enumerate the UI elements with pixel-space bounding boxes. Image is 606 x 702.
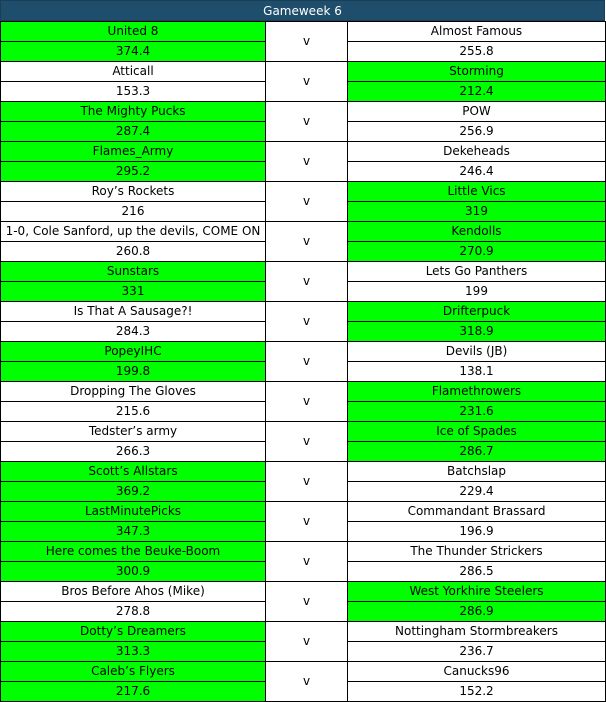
home-team-name[interactable]: LastMinutePicks [1,502,266,522]
fixture-name-row [1,102,606,122]
home-team-name[interactable]: Dropping The Gloves [1,382,266,402]
home-team-score[interactable]: 266.3 [1,442,266,462]
fixture-name-row [1,422,606,442]
away-team-name[interactable]: Storming [348,62,606,82]
fixture-name-row [1,262,606,282]
away-team-score[interactable]: 318.9 [348,322,606,342]
home-team-score[interactable]: 278.8 [1,602,266,622]
away-team-name[interactable]: The Thunder Strickers [348,542,606,562]
away-team-name[interactable]: Little Vics [348,182,606,202]
away-team-name[interactable]: West Yorkhire Steelers [348,582,606,602]
away-team-name[interactable]: Drifterpuck [348,302,606,322]
versus-label[interactable]: v [266,22,348,62]
versus-label[interactable]: v [266,582,348,622]
versus-label[interactable]: v [266,302,348,342]
versus-label[interactable]: v [266,622,348,662]
home-team-name[interactable]: Tedster’s army [1,422,266,442]
home-team-score[interactable]: 153.3 [1,82,266,102]
fixture-name-row [1,462,606,482]
away-team-name[interactable]: Almost Famous [348,22,606,42]
versus-label[interactable]: v [266,462,348,502]
home-team-name[interactable]: United 8 [1,22,266,42]
home-team-name[interactable]: Atticall [1,62,266,82]
fixture-name-row [1,342,606,362]
home-team-score[interactable]: 217.6 [1,682,266,702]
home-team-name[interactable]: 1-0, Cole Sanford, up the devils, COME ON [1,222,266,242]
home-team-score[interactable]: 369.2 [1,482,266,502]
home-team-score[interactable]: 215.6 [1,402,266,422]
away-team-name[interactable]: Batchslap [348,462,606,482]
away-team-score[interactable]: 138.1 [348,362,606,382]
away-team-name[interactable]: POW [348,102,606,122]
away-team-name[interactable]: Devils (JB) [348,342,606,362]
home-team-score[interactable]: 287.4 [1,122,266,142]
away-team-score[interactable]: 319 [348,202,606,222]
fixture-name-row [1,302,606,322]
home-team-score[interactable]: 313.3 [1,642,266,662]
away-team-name[interactable]: Kendolls [348,222,606,242]
away-team-score[interactable]: 286.9 [348,602,606,622]
home-team-name[interactable]: Caleb’s Flyers [1,662,266,682]
home-team-score[interactable]: 331 [1,282,266,302]
fixture-name-row [1,582,606,602]
away-team-name[interactable]: Nottingham Stormbreakers [348,622,606,642]
away-team-name[interactable]: Lets Go Panthers [348,262,606,282]
fixtures-table [0,21,606,702]
fixture-name-row [1,662,606,682]
home-team-score[interactable]: 199.8 [1,362,266,382]
home-team-name[interactable]: Sunstars [1,262,266,282]
versus-label[interactable]: v [266,102,348,142]
versus-label[interactable]: v [266,342,348,382]
fixture-name-row [1,182,606,202]
home-team-name[interactable]: Dotty’s Dreamers [1,622,266,642]
home-team-name[interactable]: The Mighty Pucks [1,102,266,122]
fixtures-body [1,22,606,702]
away-team-name[interactable]: Flamethrowers [348,382,606,402]
away-team-score[interactable]: 256.9 [348,122,606,142]
away-team-score[interactable]: 270.9 [348,242,606,262]
home-team-score[interactable]: 284.3 [1,322,266,342]
home-team-score[interactable]: 260.8 [1,242,266,262]
away-team-score[interactable]: 231.6 [348,402,606,422]
versus-label[interactable]: v [266,542,348,582]
home-team-name[interactable]: Flames_Army [1,142,266,162]
fixture-name-row [1,142,606,162]
versus-label[interactable]: v [266,62,348,102]
home-team-score[interactable]: 347.3 [1,522,266,542]
fixture-name-row [1,382,606,402]
home-team-name[interactable]: Roy’s Rockets [1,182,266,202]
away-team-name[interactable]: Dekeheads [348,142,606,162]
away-team-score[interactable]: 236.7 [348,642,606,662]
home-team-score[interactable]: 295.2 [1,162,266,182]
away-team-name[interactable]: Canucks96 [348,662,606,682]
versus-label[interactable]: v [266,222,348,262]
versus-label[interactable]: v [266,502,348,542]
away-team-score[interactable]: 212.4 [348,82,606,102]
home-team-name[interactable]: Bros Before Ahos (Mike) [1,582,266,602]
home-team-name[interactable]: Scott’s Allstars [1,462,266,482]
fixture-name-row [1,502,606,522]
versus-label[interactable]: v [266,662,348,702]
fixture-name-row [1,622,606,642]
away-team-name[interactable]: Commandant Brassard [348,502,606,522]
versus-label[interactable]: v [266,382,348,422]
versus-label[interactable]: v [266,422,348,462]
fixture-name-row [1,62,606,82]
fixture-name-row [1,542,606,562]
home-team-name[interactable]: Is That A Sausage?! [1,302,266,322]
fixture-name-row [1,222,606,242]
away-team-score[interactable]: 286.7 [348,442,606,462]
away-team-score[interactable]: 199 [348,282,606,302]
away-team-score[interactable]: 246.4 [348,162,606,182]
away-team-score[interactable]: 286.5 [348,562,606,582]
home-team-name[interactable]: PopeyIHC [1,342,266,362]
home-team-name[interactable]: Here comes the Beuke-Boom [1,542,266,562]
away-team-score[interactable]: 196.9 [348,522,606,542]
away-team-score[interactable]: 229.4 [348,482,606,502]
away-team-score[interactable]: 152.2 [348,682,606,702]
home-team-score[interactable]: 374.4 [1,42,266,62]
home-team-score[interactable]: 300.9 [1,562,266,582]
away-team-score[interactable]: 255.8 [348,42,606,62]
away-team-name[interactable]: Ice of Spades [348,422,606,442]
versus-label[interactable]: v [266,262,348,302]
versus-label[interactable]: v [266,182,348,222]
home-team-score[interactable]: 216 [1,202,266,222]
gameweek-title: Gameweek 6 [0,0,605,21]
fixture-name-row [1,22,606,42]
versus-label[interactable]: v [266,142,348,182]
